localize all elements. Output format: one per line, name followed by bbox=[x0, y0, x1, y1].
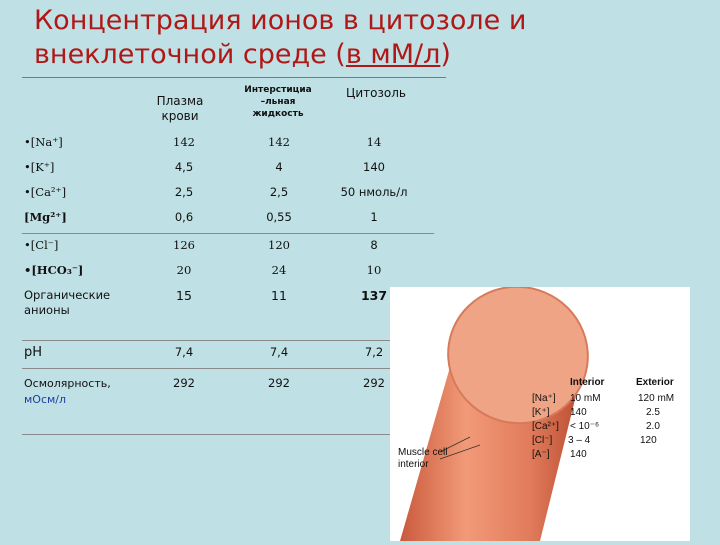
title-unit: в мМ/л bbox=[345, 39, 441, 70]
cell-interstitial: 11 bbox=[271, 288, 287, 303]
header-interstitial-line2: –льная bbox=[260, 97, 296, 107]
row-label: •[Na⁺] bbox=[24, 135, 63, 149]
table-divider bbox=[22, 368, 434, 369]
cell-cytosol: 1 bbox=[370, 210, 378, 224]
header-interstitial bbox=[240, 84, 316, 120]
table-row-k bbox=[24, 160, 434, 182]
osmolarity-unit: мОсм/л bbox=[24, 393, 67, 406]
table-row-osmolarity bbox=[24, 376, 434, 410]
cell-plasma: 7,4 bbox=[174, 345, 194, 359]
cell-interstitial: 7,4 bbox=[269, 345, 289, 359]
cell-plasma: 292 bbox=[173, 376, 195, 390]
exterior-k: 2.5 bbox=[646, 407, 660, 418]
cell-cytosol: 50 нмоль/л bbox=[340, 185, 408, 199]
cell-interstitial: 0,55 bbox=[266, 210, 292, 224]
caption-line1: Muscle cell bbox=[398, 447, 448, 458]
ion-a: [A⁻] bbox=[532, 449, 550, 460]
figure-caption bbox=[398, 447, 447, 471]
cell-cytosol: 292 bbox=[363, 376, 385, 390]
row-label: •[HCO₃⁻] bbox=[24, 263, 84, 277]
cell-interstitial: 142 bbox=[268, 135, 290, 149]
header-plasma-line1: Плазма bbox=[156, 94, 204, 108]
table-divider bbox=[22, 233, 434, 234]
row-label: Органические анионы bbox=[24, 288, 111, 317]
table-row-cl bbox=[24, 238, 434, 260]
exterior-na: 120 mM bbox=[638, 393, 675, 404]
cell-interstitial: 2,5 bbox=[269, 185, 289, 199]
cell-cytosol: 8 bbox=[370, 238, 378, 252]
table-row-ca bbox=[24, 185, 434, 207]
row-label: [Mg²⁺] bbox=[24, 210, 67, 224]
row-label: •[Ca²⁺] bbox=[24, 185, 67, 199]
caption-line2: interior bbox=[398, 459, 429, 470]
exterior-cl: 120 bbox=[640, 435, 657, 446]
header-interstitial-line1: Интерстициа bbox=[244, 85, 312, 95]
table-row-hco3 bbox=[24, 263, 434, 285]
table-row-na bbox=[24, 135, 434, 157]
interior-cl: 3 – 4 bbox=[568, 435, 591, 446]
table-row-ph bbox=[24, 345, 434, 367]
interior-k: 140 bbox=[570, 407, 587, 418]
cell-cytosol: 7,2 bbox=[364, 345, 384, 359]
row-label: pH bbox=[24, 345, 43, 360]
cell-plasma: 20 bbox=[176, 263, 192, 277]
cell-interstitial: 24 bbox=[271, 263, 287, 277]
cell-interstitial: 120 bbox=[268, 238, 290, 252]
ion-na: [Na⁺] bbox=[532, 393, 556, 404]
exterior-ca: 2.0 bbox=[646, 421, 660, 432]
ion-k: [K⁺] bbox=[532, 407, 550, 418]
osmolarity-label: Осмолярность, bbox=[24, 377, 111, 390]
row-label bbox=[24, 376, 111, 408]
interior-a: 140 bbox=[570, 449, 587, 460]
cell-plasma: 126 bbox=[173, 238, 195, 252]
exterior-header: Exterior bbox=[636, 377, 674, 388]
interior-header: Interior bbox=[570, 377, 605, 388]
cell-interstitial: 292 bbox=[268, 376, 290, 390]
title-line-2-prefix: внеклеточной среде ( bbox=[34, 39, 346, 70]
slide-title bbox=[34, 4, 694, 72]
cell-cytosol: 137 bbox=[360, 288, 388, 303]
interior-ca: < 10⁻⁶ bbox=[570, 421, 600, 432]
title-line-1: Концентрация ионов в цитозоле и bbox=[34, 5, 527, 36]
ion-cl: [Cl⁻] bbox=[532, 435, 553, 446]
header-plasma bbox=[150, 94, 210, 124]
table-bottom-rule bbox=[22, 434, 434, 435]
cell-plasma: 142 bbox=[173, 135, 195, 149]
ion-ca: [Ca²⁺] bbox=[532, 421, 559, 432]
row-label: •[K⁺] bbox=[24, 160, 55, 174]
cell-cytosol: 10 bbox=[366, 263, 382, 277]
table-row-organic-anions bbox=[24, 288, 434, 322]
header-cytosol: Цитозоль bbox=[346, 86, 406, 100]
table-top-rule bbox=[22, 77, 446, 78]
table-row-mg bbox=[24, 210, 434, 232]
cell-plasma: 4,5 bbox=[174, 160, 194, 174]
header-interstitial-line3: жидкость bbox=[252, 109, 304, 119]
cell-cytosol: 140 bbox=[363, 160, 385, 174]
muscle-cell-figure bbox=[390, 287, 690, 541]
row-label: •[Cl⁻] bbox=[24, 238, 59, 252]
header-plasma-line2: крови bbox=[161, 109, 199, 123]
cell-plasma: 2,5 bbox=[174, 185, 194, 199]
title-line-2 bbox=[34, 38, 694, 72]
cell-interstitial: 4 bbox=[275, 160, 283, 174]
cell-plasma: 15 bbox=[176, 288, 192, 303]
table-divider bbox=[22, 340, 434, 341]
title-line-2-suffix: ) bbox=[440, 39, 451, 70]
cell-cytosol: 14 bbox=[366, 135, 382, 149]
cell-plasma: 0,6 bbox=[174, 210, 194, 224]
interior-na: 10 mM bbox=[570, 393, 601, 404]
